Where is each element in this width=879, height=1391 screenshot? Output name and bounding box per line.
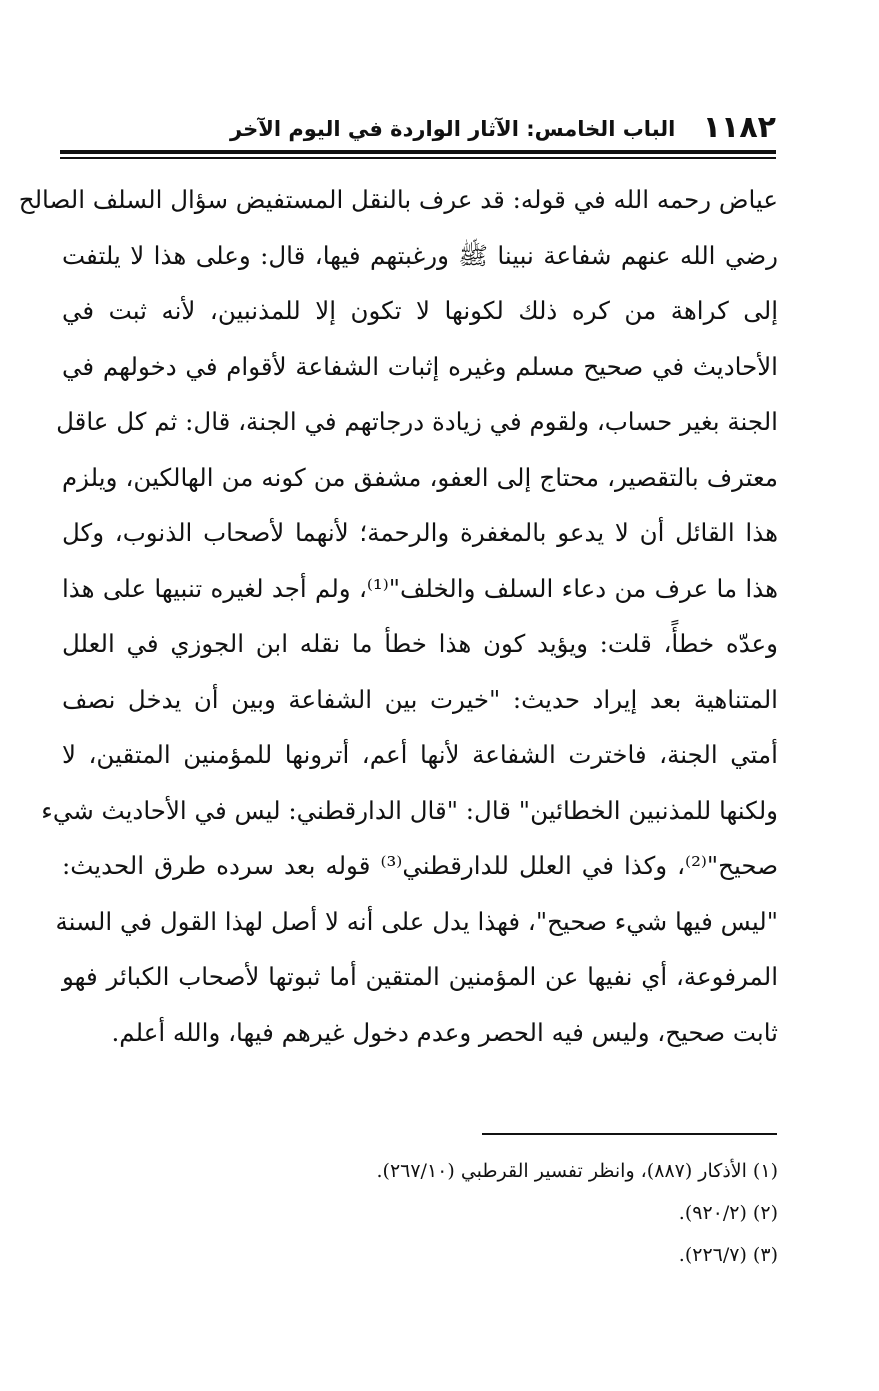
- text-line: أمتي الجنة، فاخترت الشفاعة لأنها أعم، أترونها للمؤمنين المتقين، لا: [62, 740, 778, 769]
- page-number: ١١٨٢: [702, 110, 776, 145]
- text-line: الأحاديث في صحيح مسلم وغيره إثبات الشفاعة لأقوام في دخولهم في: [62, 351, 778, 381]
- text-line: معترف بالتقصير، محتاج إلى العفو، مشفق من كونه من الهالكين، ويلزم: [62, 462, 778, 492]
- text-line: الجنة بغير حساب، ولقوم في زيادة درجاتهم في الجنة، قال: ثم كل عاقل: [56, 407, 778, 436]
- footnote-3: (٣) (٢٢٦/٧).: [678, 1244, 778, 1266]
- text-line: وعدّه خطأً، قلت: ويؤيد كون هذا خطأ ما نقله ابن الجوزي في العلل: [62, 629, 778, 658]
- header-rule-thin: [60, 157, 776, 159]
- page-header: [60, 108, 776, 150]
- running-title: الباب الخامس: الآثار الواردة في اليوم الآخر: [230, 117, 676, 141]
- text-line: "ليس فيها شيء صحيح"، فهذا يدل على أنه لا أصل لهذا القول في السنة: [55, 906, 778, 936]
- text-line: رضي الله عنهم شفاعة نبينا ﷺ ورغبتهم فيها، قال: وعلى هذا لا يلتفت: [62, 240, 778, 270]
- text-line: عياض رحمه الله في قوله: قد عرف بالنقل المستفيض سؤال السلف الصالح: [18, 185, 778, 214]
- text-line: المرفوعة، أي نفيها عن المؤمنين المتقين أما ثبوتها لأصحاب الكبائر فهو: [62, 962, 778, 991]
- footnote-2: (٢) (٩٢٠/٢).: [678, 1202, 778, 1224]
- main-text: [18, 172, 779, 1060]
- text-line: ولكنها للمذنبين الخطائين" قال: "قال الدارقطني: ليس في الأحاديث شيء: [41, 795, 778, 825]
- text-line: هذا ما عرف من دعاء السلف والخلف"⁽¹⁾، ولم أجد لغيره تنبيها على هذا: [62, 573, 779, 603]
- text-line: هذا القائل أن لا يدعو بالمغفرة والرحمة؛ لأنهما لأصحاب الذنوب، وكل: [62, 518, 778, 547]
- footnotes: [62, 1150, 778, 1276]
- header-rule-thick: [60, 150, 776, 154]
- text-line: صحيح"⁽²⁾، وكذا في العلل للدارقطني⁽³⁾ قوله بعد سرده طرق الحديث:: [62, 851, 779, 880]
- text-line: ثابت صحيح، وليس فيه الحصر وعدم دخول غيرهم فيها، والله أعلم.: [111, 1017, 778, 1047]
- text-line: المتناهية بعد إيراد حديث: "خيرت بين الشفاعة وبين أن يدخل نصف: [62, 684, 778, 714]
- footnote-1: (١) الأذكار (٨٨٧)، وانظر تفسير القرطبي (٢٦٧/١٠).: [376, 1160, 778, 1182]
- footnote-separator: [482, 1133, 777, 1135]
- text-line: إلى كراهة من كره ذلك لكونها لا تكون إلا للمذنبين، لأنه ثبت في: [62, 296, 778, 325]
